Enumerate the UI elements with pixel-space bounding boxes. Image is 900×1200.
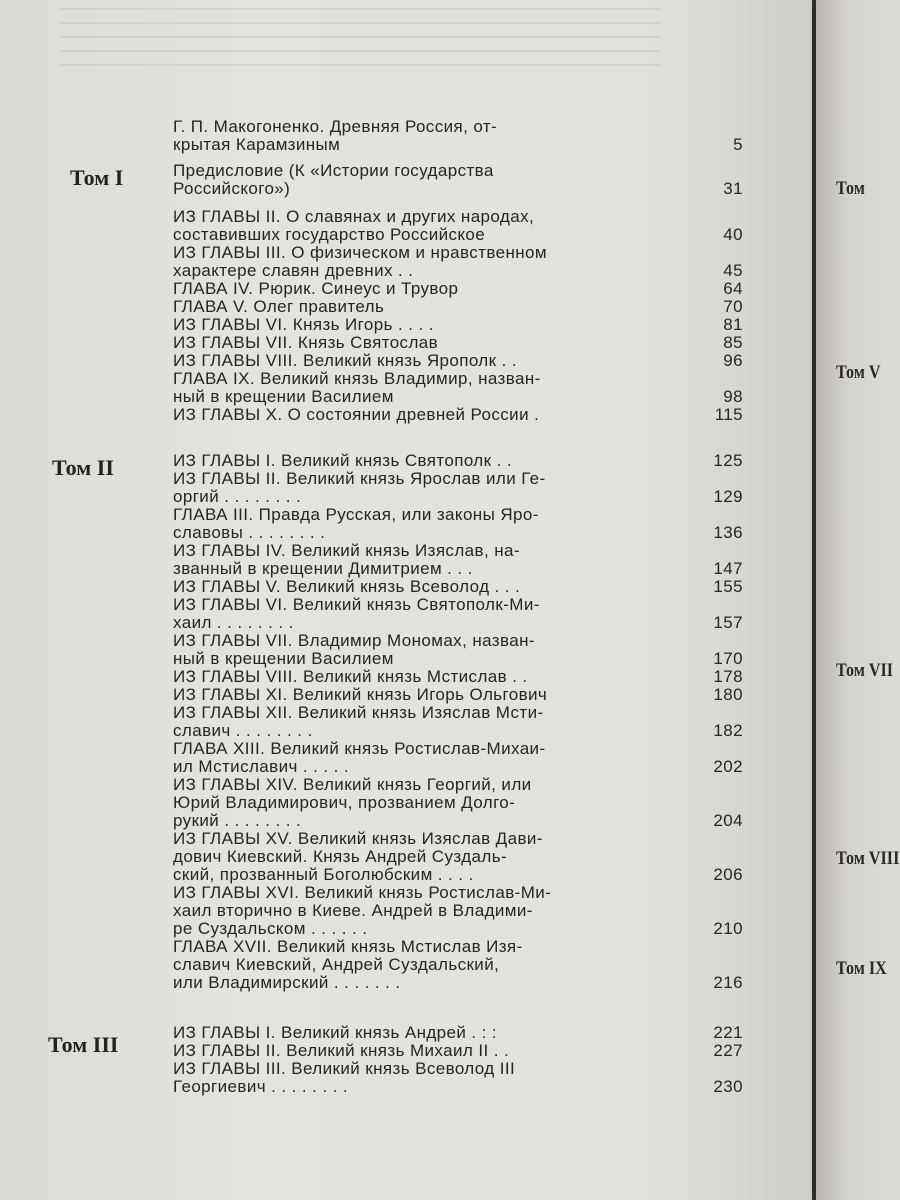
entry-text: ИЗ ГЛАВЫ II. Великий князь Ярослав или Ге- оргий . . . . . . . . [173, 469, 546, 506]
entry-text: ИЗ ГЛАВЫ VII. Князь Святослав [173, 333, 439, 352]
toc-entry [173, 578, 743, 596]
entry-text: ИЗ ГЛАВЫ XV. Великий князь Изяслав Дави- дович Киевский. Князь Андрей Суздаль- ский, прозванный Боголюбским . . . . [173, 829, 543, 884]
toc-entry [173, 334, 743, 352]
entry-text: ИЗ ГЛАВЫ X. О состоянии древней России . [173, 405, 540, 424]
entry-text: ИЗ ГЛАВЫ VIII. Великий князь Ярополк . . [173, 351, 517, 370]
toc-entry [173, 686, 743, 704]
page-number: 5 [733, 135, 743, 154]
toc-volume-1 [173, 208, 743, 424]
entry-text: ИЗ ГЛАВЫ I. Великий князь Андрей . : : [173, 1023, 498, 1042]
entry-text: ИЗ ГЛАВЫ XI. Великий князь Игорь Ольгович [173, 685, 548, 704]
toc-entry [173, 740, 743, 776]
page-number: 210 [713, 919, 743, 938]
toc-preface [173, 162, 743, 198]
right-page-label: Том [836, 178, 865, 199]
entry-text: ИЗ ГЛАВЫ II. Великий князь Михаил II . . [173, 1041, 510, 1060]
toc-entry [173, 830, 743, 884]
volume-label-3: Том III [48, 1032, 119, 1057]
page-number: 98 [723, 387, 743, 406]
toc-entry [173, 316, 743, 334]
entry-text: ГЛАВА IV. Рюрик. Синеус и Трувор [173, 279, 459, 298]
right-page-label: Том IX [836, 958, 887, 979]
entry-text: ИЗ ГЛАВЫ III. О физическом и нравственном характере славян древних . . [173, 243, 547, 280]
entry-text: ИЗ ГЛАВЫ VII. Владимир Мономах, назван- ный в крещении Василием [173, 631, 535, 668]
toc-entry [173, 298, 743, 316]
entry-text: ГЛАВА XIII. Великий князь Ростислав-Михаи- ил Мстиславич . . . . . [173, 739, 546, 776]
toc-entry [173, 1042, 743, 1060]
page-number: 129 [713, 487, 743, 506]
toc-entry [173, 280, 743, 298]
toc-entry [173, 1024, 743, 1042]
volume-label-2: Том II [52, 455, 114, 480]
page-number: 70 [723, 297, 743, 316]
entry-text: ГЛАВА IX. Великий князь Владимир, назван- ный в крещении Василием [173, 369, 541, 406]
entry-text: ИЗ ГЛАВЫ VIII. Великий князь Мстислав . . [173, 667, 528, 686]
entry-text: ИЗ ГЛАВЫ XII. Великий князь Изяслав Мсти- славич . . . . . . . . [173, 703, 544, 740]
toc-entry [173, 596, 743, 632]
toc-entry [173, 452, 743, 470]
page-number: 202 [713, 757, 743, 776]
entry-text: ГЛАВА V. Олег правитель [173, 297, 385, 316]
toc-entry [173, 542, 743, 578]
toc-entry [173, 352, 743, 370]
entry-text: ИЗ ГЛАВЫ XIV. Великий князь Георгий, или Юрий Владимирович, прозванием Долго- рукий . . . . . . . . [173, 775, 532, 830]
page-number: 45 [723, 261, 743, 280]
page-number: 227 [713, 1041, 743, 1060]
page-number: 81 [723, 315, 743, 334]
page-number: 64 [723, 279, 743, 298]
toc-entry [173, 208, 743, 244]
entry-text: ИЗ ГЛАВЫ XVI. Великий князь Ростислав-Ми- хаил вторично в Киеве. Андрей в Владими- ре Суздальском . . . . . . [173, 883, 552, 938]
page-number: 125 [713, 451, 743, 470]
page-number: 206 [713, 865, 743, 884]
page-number: 85 [723, 333, 743, 352]
toc-entry [173, 370, 743, 406]
page-number: 170 [713, 649, 743, 668]
page-number: 31 [723, 179, 743, 198]
entry-text: ИЗ ГЛАВЫ III. Великий князь Всеволод III Георгиевич . . . . . . . . [173, 1059, 516, 1096]
toc-entry-preface [173, 162, 743, 198]
entry-text: Г. П. Макогоненко. Древняя Россия, от- крытая Карамзиным [173, 117, 498, 154]
volume-label-1: Том I [70, 165, 124, 190]
toc-volume-2 [173, 452, 743, 992]
page-number: 157 [713, 613, 743, 632]
page-number: 155 [713, 577, 743, 596]
entry-text: ГЛАВА XVII. Великий князь Мстислав Изя- славич Киевский, Андрей Суздальский, или Владимирский . . . . . . . [173, 937, 523, 992]
toc-entry [173, 632, 743, 668]
entry-text: ИЗ ГЛАВЫ IV. Великий князь Изяслав, на- званный в крещении Димитрием . . . [173, 541, 520, 578]
toc-entry [173, 704, 743, 740]
entry-text: ИЗ ГЛАВЫ VI. Великий князь Святополк-Ми- хаил . . . . . . . . [173, 595, 540, 632]
toc-entry [173, 668, 743, 686]
page-number: 147 [713, 559, 743, 578]
toc-entry [173, 884, 743, 938]
toc-entry [173, 938, 743, 992]
right-page-label: Том V [836, 362, 881, 383]
entry-text: ГЛАВА III. Правда Русская, или законы Яро- славовы . . . . . . . . [173, 505, 539, 542]
entry-text: ИЗ ГЛАВЫ II. О славянах и других народах, составивших государство Российское [173, 207, 535, 244]
page-number: 230 [713, 1077, 743, 1096]
page-number: 40 [723, 225, 743, 244]
toc-entry [173, 506, 743, 542]
page-number: 178 [713, 667, 743, 686]
page-number: 180 [713, 685, 743, 704]
right-page-label: Том VII [836, 660, 894, 681]
toc-entry [173, 1060, 743, 1096]
entry-text: ИЗ ГЛАВЫ I. Великий князь Святополк . . [173, 451, 512, 470]
page-number: 216 [713, 973, 743, 992]
toc-entry [173, 244, 743, 280]
page-number: 136 [713, 523, 743, 542]
entry-text: ИЗ ГЛАВЫ VI. Князь Игорь . . . . [173, 315, 434, 334]
toc-entry-introduction [173, 118, 743, 154]
page-number: 115 [714, 405, 743, 424]
toc-entry [173, 470, 743, 506]
page-number: 204 [713, 811, 743, 830]
page-number: 96 [723, 351, 743, 370]
toc-entry [173, 776, 743, 830]
toc-entry [173, 406, 743, 424]
toc-header [173, 118, 743, 154]
toc-volume-3 [173, 1024, 743, 1096]
entry-text: Предисловие (К «Истории государства Российского») [173, 161, 494, 198]
page-number: 221 [713, 1023, 743, 1042]
entry-text: ИЗ ГЛАВЫ V. Великий князь Всеволод . . . [173, 577, 521, 596]
bleed-through-text [60, 8, 660, 68]
page-number: 182 [713, 721, 743, 740]
right-page-label: Том VIII [836, 848, 900, 869]
